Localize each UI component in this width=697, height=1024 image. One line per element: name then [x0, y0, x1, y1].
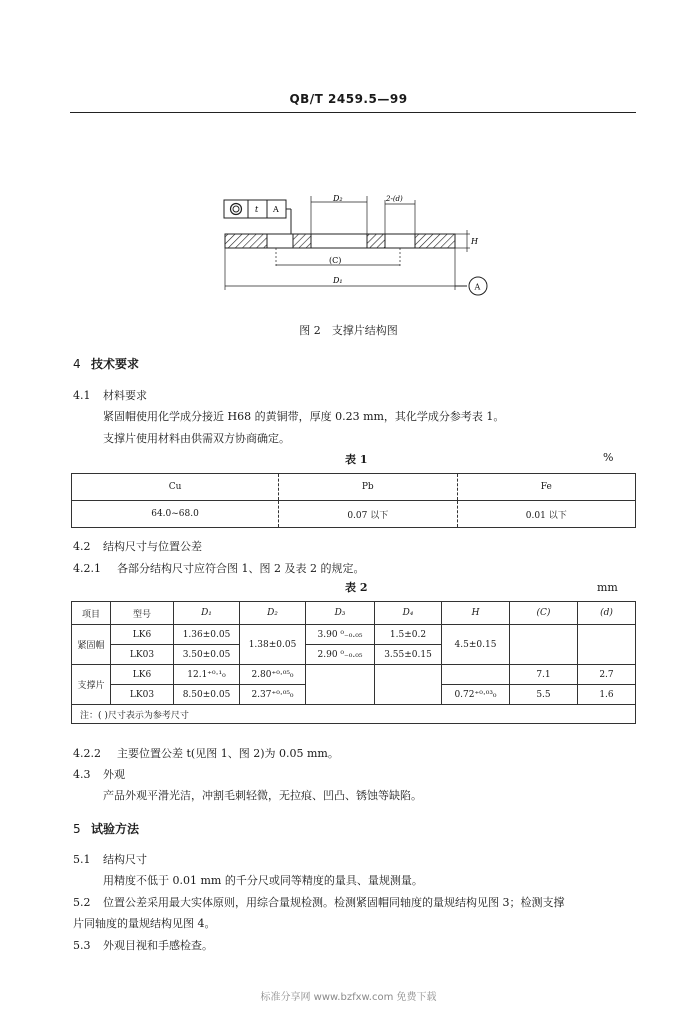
table-note: 注：( )尺寸表示为参考尺寸	[72, 705, 636, 724]
section-4-1-heading	[73, 387, 147, 403]
d2-label: D₂	[333, 194, 343, 203]
section-number: 5.2	[73, 896, 91, 909]
header-c: (C)	[510, 602, 578, 625]
model-cell: LK6	[111, 625, 174, 645]
table-header-row	[72, 602, 636, 625]
paragraph-text: 各部分结构尺寸应符合图 1、图 2 及表 2 的规定。	[117, 562, 365, 575]
d1-cell: 12.1⁺⁰·¹₀	[174, 665, 240, 685]
paragraph-4-1-b: 支撑片使用材料由供需双方协商确定。	[103, 432, 290, 445]
section-5-3	[73, 937, 213, 953]
section-5-heading	[73, 820, 139, 837]
datum-label: A	[474, 282, 481, 292]
table-header-row	[72, 474, 636, 501]
section-title: 外观	[103, 768, 125, 781]
section-number: 4.2.2	[73, 747, 101, 760]
d-cell	[578, 625, 636, 665]
d4-cell	[375, 665, 442, 705]
header-d3: D₃	[306, 602, 375, 625]
support-plate-drawing	[215, 190, 505, 302]
d2-cell: 2.37⁺⁰·⁰⁵₀	[240, 685, 306, 705]
d1-cell: 1.36±0.05	[174, 625, 240, 645]
d-dim-label: 2-(d)	[386, 195, 403, 203]
h-cell: 4.5±0.15	[442, 625, 510, 665]
header-item: 项目	[72, 602, 111, 625]
section-number: 4.2	[73, 540, 91, 553]
datum-box-label: A	[273, 205, 279, 214]
header-d2: D₂	[240, 602, 306, 625]
d4-cell: 1.5±0.2	[375, 625, 442, 645]
paragraph-4-1-a: 紧固帽使用化学成分接近 H68 的黄铜带，厚度 0.23 mm，其化学成分参考表 1。	[103, 410, 505, 423]
d-cell: 2.7	[578, 665, 636, 685]
section-4-2-heading	[73, 538, 202, 554]
table-2-unit: mm	[597, 581, 618, 594]
c-label: (C)	[329, 256, 342, 265]
section-4-3-heading	[73, 766, 125, 782]
table-note-row	[72, 705, 636, 724]
header-d: (d)	[578, 602, 636, 625]
d4-cell: 3.55±0.15	[375, 645, 442, 665]
value-pb: 0.07 以下	[279, 501, 457, 528]
h-cell	[442, 665, 510, 685]
section-number: 4	[73, 357, 81, 371]
header-pb: Pb	[279, 474, 457, 501]
section-4-2-1	[73, 560, 364, 576]
d2-cell: 1.38±0.05	[240, 625, 306, 665]
paragraph-5-1: 用精度不低于 0.01 mm 的千分尺或同等精度的量具、量规测量。	[103, 874, 423, 887]
section-title: 技术要求	[91, 357, 140, 371]
row-group-support-plate: 支撑片	[72, 665, 111, 705]
d1-cell: 8.50±0.05	[174, 685, 240, 705]
header-h: H	[442, 602, 510, 625]
value-fe: 0.01 以下	[457, 501, 635, 528]
section-title: 结构尺寸与位置公差	[103, 540, 202, 553]
section-number: 5	[73, 822, 81, 836]
row-group-fastener-cap: 紧固帽	[72, 625, 111, 665]
d3-cell	[306, 665, 375, 705]
table-row	[72, 665, 636, 685]
d1-label: D₁	[333, 276, 343, 285]
paragraph-text: 位置公差采用最大实体原则，用综合量规检测。检测紧固帽同轴度的量规结构见图 3；检测支撑	[103, 896, 565, 909]
section-number: 5.1	[73, 853, 91, 866]
figure-caption: 图 2 支撑片结构图	[299, 324, 398, 337]
header-d4: D₄	[375, 602, 442, 625]
paragraph-4-3: 产品外观平滑光洁，冲割毛刺轻微，无拉痕、凹凸、锈蚀等缺陷。	[103, 789, 422, 802]
section-5-2	[73, 894, 565, 910]
d1-cell: 3.50±0.05	[174, 645, 240, 665]
header-fe: Fe	[457, 474, 635, 501]
dimension-table	[71, 601, 636, 724]
model-cell: LK6	[111, 665, 174, 685]
model-cell: LK03	[111, 645, 174, 665]
footer-watermark: 标准分享网 www.bzfxw.com 免费下载	[260, 992, 437, 1003]
d2-cell: 2.80⁺⁰·⁰⁵₀	[240, 665, 306, 685]
composition-table	[71, 473, 636, 528]
section-title: 结构尺寸	[103, 853, 147, 866]
header-cu: Cu	[72, 474, 279, 501]
standard-number: QB/T 2459.5—99	[289, 92, 408, 106]
section-number: 4.1	[73, 389, 91, 402]
section-number: 4.2.1	[73, 562, 101, 575]
table-row	[72, 625, 636, 645]
d3-cell: 3.90 ⁰₋₀.₀₅	[306, 625, 375, 645]
paragraph-text: 主要位置公差 t(见图 1、图 2)为 0.05 mm。	[117, 747, 339, 760]
d-cell: 1.6	[578, 685, 636, 705]
value-cu: 64.0~68.0	[72, 501, 279, 528]
table-2-caption: 表 2	[345, 581, 368, 594]
section-5-1-heading	[73, 851, 147, 867]
header-rule	[70, 112, 636, 113]
header-model: 型号	[111, 602, 174, 625]
header-d1: D₁	[174, 602, 240, 625]
section-title: 材料要求	[103, 389, 147, 402]
c-cell	[510, 625, 578, 665]
d3-cell: 2.90 ⁰₋₀.₀₅	[306, 645, 375, 665]
h-cell: 0.72⁺⁰·⁰³₀	[442, 685, 510, 705]
section-4-2-2	[73, 745, 339, 761]
table-1-caption: 表 1	[345, 453, 368, 466]
model-cell: LK03	[111, 685, 174, 705]
section-number: 5.3	[73, 939, 91, 952]
coaxiality-symbol	[231, 204, 242, 215]
section-title: 试验方法	[91, 822, 140, 836]
tol-label: t	[255, 205, 259, 214]
c-cell: 7.1	[510, 665, 578, 685]
paragraph-text: 外观目视和手感检查。	[103, 939, 213, 952]
c-cell: 5.5	[510, 685, 578, 705]
h-label: H	[471, 237, 478, 246]
table-1-unit: %	[603, 451, 614, 464]
section-4-heading	[73, 355, 139, 372]
table-row	[72, 501, 636, 528]
paragraph-5-2-continued: 片同轴度的量规结构见图 4。	[73, 917, 216, 930]
section-number: 4.3	[73, 768, 91, 781]
